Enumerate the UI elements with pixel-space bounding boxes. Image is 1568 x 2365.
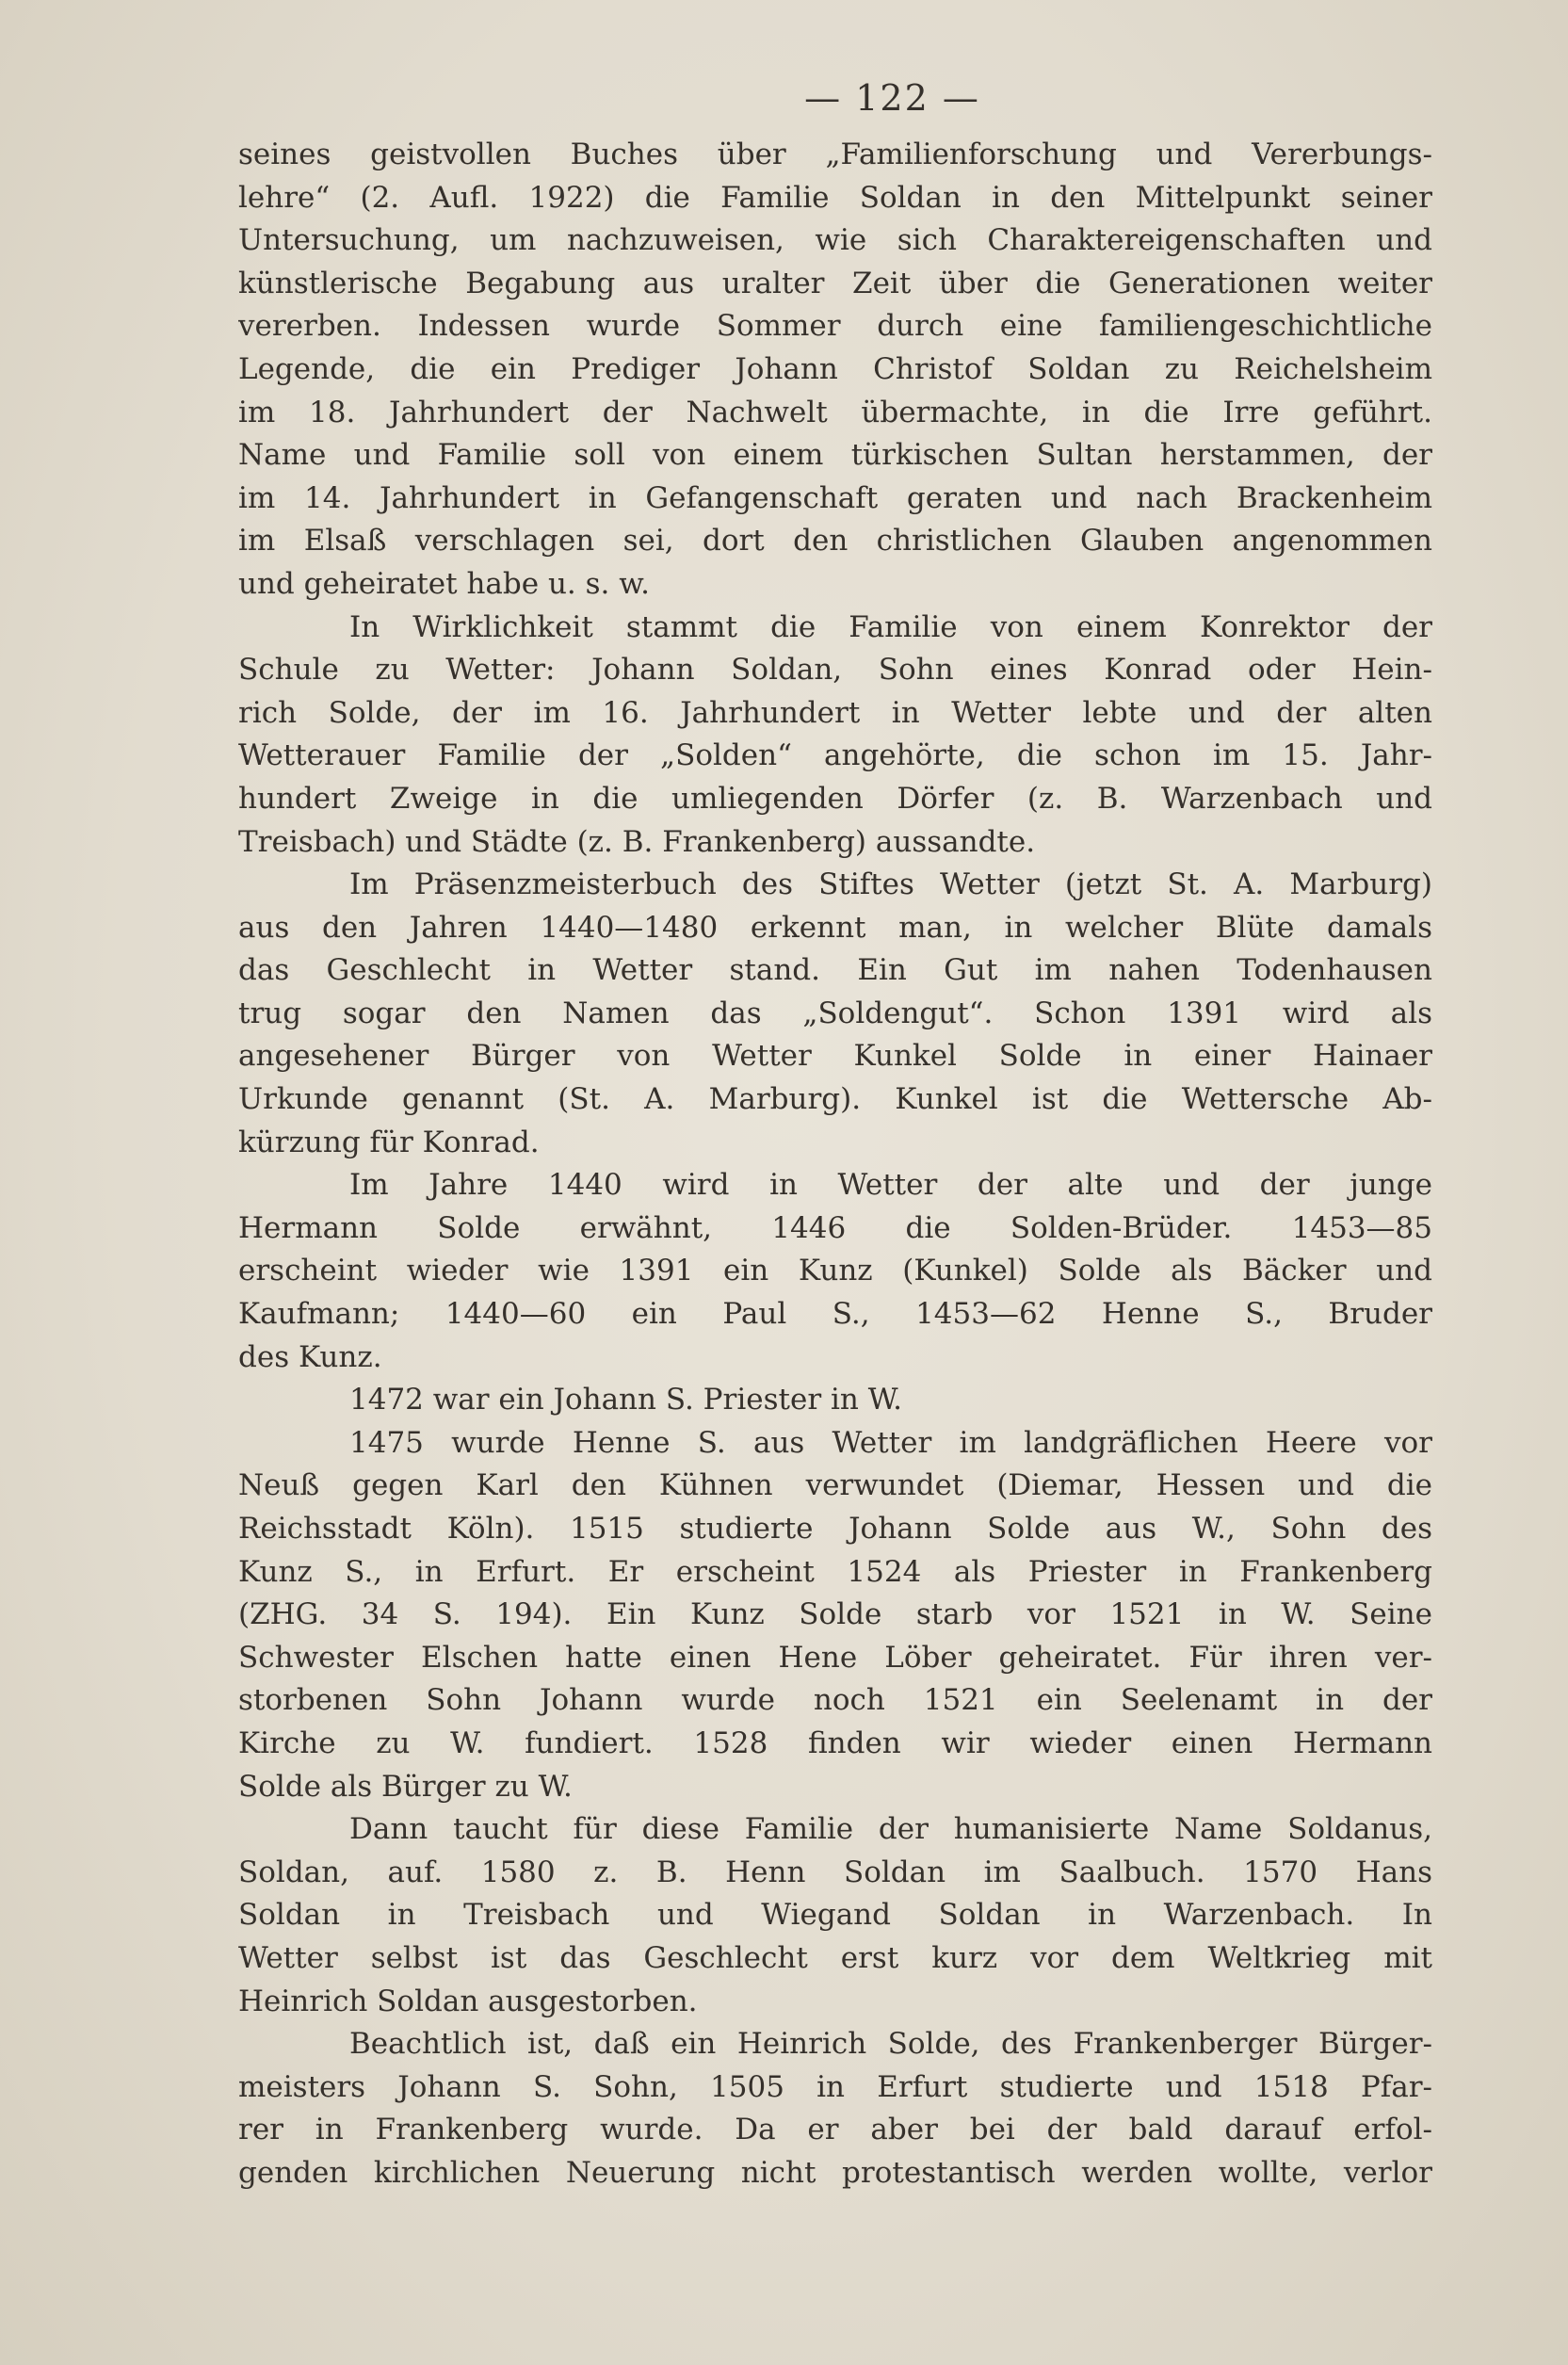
text-line: 1475 wurde Henne S. aus Wetter im landgräflichen Heere vor (349, 1425, 1432, 1460)
text-line: kürzung für Konrad. (238, 1125, 540, 1159)
page-number: — 122 — (804, 77, 980, 119)
text-line: (ZHG. 34 S. 194). Ein Kunz Solde starb vor 1521 in W. Seine (238, 1597, 1432, 1632)
text-line: genden kirchlichen Neuerung nicht protestantisch werden wollte, verlor (238, 2155, 1432, 2190)
text-line: im 14. Jahrhundert in Gefangenschaft geraten und nach Brackenheim (238, 480, 1432, 515)
text-line: hundert Zweige in die umliegenden Dörfer (z. B. Warzenbach und (238, 781, 1432, 816)
text-line: Soldan in Treisbach und Wiegand Soldan in Warzenbach. In (238, 1898, 1432, 1933)
text-line: angesehener Bürger von Wetter Kunkel Solde in einer Hainaer (238, 1039, 1432, 1074)
text-line: meisters Johann S. Sohn, 1505 in Erfurt studierte und 1518 Pfar- (238, 2069, 1432, 2104)
paragraph (238, 2023, 1432, 2195)
body-text (238, 134, 1432, 2195)
text-line: im Elsaß verschlagen sei, dort den christlichen Glauben angenommen (238, 524, 1432, 559)
text-line: Kunz S., in Erfurt. Er erscheint 1524 als Priester in Frankenberg (238, 1554, 1432, 1589)
paragraph (238, 1422, 1432, 1808)
text-line: Kaufmann; 1440—60 ein Paul S., 1453—62 Henne S., Bruder (238, 1297, 1432, 1332)
text-line: rich Solde, der im 16. Jahrhundert in Wetter lebte und der alten (238, 695, 1432, 730)
paragraph (238, 1164, 1432, 1379)
text-line: aus den Jahren 1440—1480 erkennt man, in welcher Blüte damals (238, 910, 1432, 945)
text-line: künstlerische Begabung aus uralter Zeit über die Generationen weiter (238, 266, 1432, 300)
text-line: Treisbach) und Städte (z. B. Frankenberg) aussandte. (238, 824, 1036, 859)
paragraph (238, 1808, 1432, 2023)
text-line: Im Präsenzmeisterbuch des Stiftes Wetter (jetzt St. A. Marburg) (349, 867, 1432, 902)
text-line: Schule zu Wetter: Johann Soldan, Sohn eines Konrad oder Hein- (238, 653, 1432, 688)
text-line: Dann taucht für diese Familie der humanisierte Name Soldanus, (349, 1812, 1432, 1847)
text-line: lehre“ (2. Aufl. 1922) die Familie Soldan in den Mittelpunkt seiner (238, 180, 1432, 215)
text-line: Wetter selbst ist das Geschlecht erst kurz vor dem Weltkrieg mit (238, 1940, 1432, 1975)
text-line: seines geistvollen Buches über „Familienforschung und Vererbungs- (238, 138, 1432, 171)
text-line: Solde als Bürger zu W. (238, 1769, 573, 1804)
text-line: Im Jahre 1440 wird in Wetter der alte und der junge (349, 1168, 1432, 1203)
text-line: Schwester Elschen hatte einen Hene Löber geheiratet. Für ihren ver- (238, 1640, 1432, 1675)
text-line: Reichsstadt Köln). 1515 studierte Johann Solde aus W., Sohn des (238, 1512, 1432, 1546)
text-line: das Geschlecht in Wetter stand. Ein Gut im nahen Todenhausen (238, 953, 1432, 988)
text-line: Soldan, auf. 1580 z. B. Henn Soldan im Saalbuch. 1570 Hans (238, 1855, 1432, 1889)
text-line: Neuß gegen Karl den Kühnen verwundet (Diemar, Hessen und die (238, 1468, 1432, 1503)
text-line: Untersuchung, um nachzuweisen, wie sich Charaktereigenschaften und (238, 223, 1432, 258)
text-line: Beachtlich ist, daß ein Heinrich Solde, des Frankenberger Bürger- (349, 2027, 1432, 2062)
text-line: trug sogar den Namen das „Soldengut“. Schon 1391 wird als (238, 996, 1432, 1030)
text-line: und geheiratet habe u. s. w. (238, 566, 650, 601)
paragraph (238, 134, 1432, 607)
paragraph (238, 1379, 1432, 1422)
text-line: des Kunz. (238, 1339, 382, 1374)
text-line: Wetterauer Familie der „Solden“ angehörte, die schon im 15. Jahr- (238, 738, 1432, 773)
text-line: storbenen Sohn Johann wurde noch 1521 ein Seelenamt in der (238, 1683, 1432, 1718)
text-line: Hermann Solde erwähnt, 1446 die Solden-Brüder. 1453—85 (238, 1210, 1432, 1245)
text-line: erscheint wieder wie 1391 ein Kunz (Kunkel) Solde als Bäcker und (238, 1254, 1432, 1288)
text-line: Kirche zu W. fundiert. 1528 finden wir wieder einen Hermann (238, 1725, 1432, 1760)
text-line: Name und Familie soll von einem türkischen Sultan herstammen, der (238, 438, 1432, 473)
text-line: Legende, die ein Prediger Johann Christof Soldan zu Reichelsheim (238, 351, 1432, 386)
text-line: Urkunde genannt (St. A. Marburg). Kunkel ist die Wettersche Ab- (238, 1082, 1432, 1117)
paragraph (238, 864, 1432, 1164)
text-line: In Wirklichkeit stammt die Familie von einem Konrektor der (349, 609, 1432, 644)
text-line: Heinrich Soldan ausgestorben. (238, 1984, 698, 2018)
text-line: 1472 war ein Johann S. Priester in W. (349, 1383, 903, 1417)
text-line: rer in Frankenberg wurde. Da er aber bei der bald darauf erfol- (238, 2113, 1432, 2147)
paragraph (238, 607, 1432, 865)
text-line: im 18. Jahrhundert der Nachwelt übermachte, in die Irre geführt. (238, 395, 1432, 429)
text-line: vererben. Indessen wurde Sommer durch eine familiengeschichtliche (238, 309, 1432, 344)
